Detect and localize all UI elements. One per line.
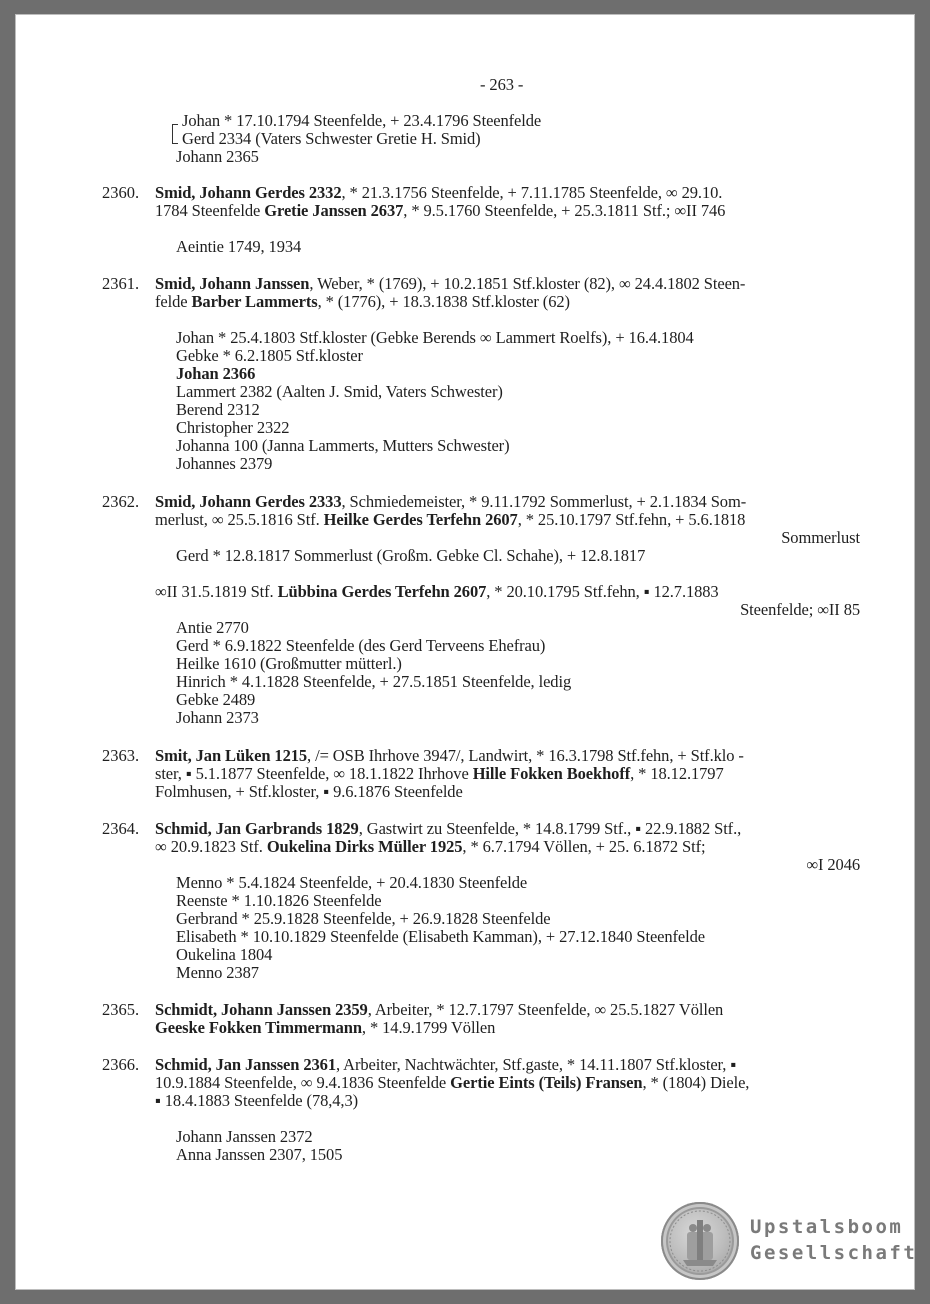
spouse-name: Geeske Fokken Timmermann (155, 1018, 362, 1037)
child-line: Gerbrand * 25.9.1828 Steenfelde, + 26.9.1828 Steenfelde (176, 909, 551, 928)
spouse-name: Barber Lammerts (191, 292, 318, 311)
child-line: Reenste * 1.10.1826 Steenfelde (176, 891, 382, 910)
entry-2366-line-3: ▪ 18.4.1883 Steenfelde (78,4,3) (155, 1091, 358, 1110)
entry-name: Schmidt, Johann Janssen 2359 (155, 1000, 368, 1019)
child-line: Hinrich * 4.1.1828 Steenfelde, + 27.5.1851 Steenfelde, ledig (176, 672, 572, 691)
entry-name: Schmid, Jan Janssen 2361 (155, 1055, 336, 1074)
spouse-name: Gertie Eints (Teils) Fransen (450, 1073, 643, 1092)
child-line: Menno * 5.4.1824 Steenfelde, + 20.4.1830 Steenfelde (176, 873, 528, 892)
document-page (15, 14, 918, 1290)
entry-2360-line-2: 1784 Steenfelde Gretie Janssen 2637, * 9.5.1760 Steenfelde, + 25.3.1811 Stf.; ∞II 746 (155, 201, 726, 220)
child-line: Johan 2366 (176, 364, 256, 383)
entry-number: 2361. (102, 274, 140, 293)
child-line: Heilke 1610 (Großmutter mütterl.) (176, 654, 402, 673)
entry-2365-line-1: Schmidt, Johann Janssen 2359, Arbeiter, * 12.7.1797 Steenfelde, ∞ 25.5.1827 Völlen (155, 1000, 724, 1019)
spouse-name: Gretie Janssen 2637 (264, 201, 404, 220)
child-line: Antie 2770 (176, 618, 249, 637)
second-marriage-line-2: Steenfelde; ∞II 85 (740, 600, 860, 619)
child-line: Johannes 2379 (176, 454, 273, 473)
intro-line-1: Johan * 17.10.1794 Steenfelde, + 23.4.1796 Steenfelde (182, 111, 542, 130)
page-number: - 263 - (480, 75, 524, 94)
entry-2361-line-1: Smid, Johann Janssen, Weber, * (1769), + 10.2.1851 Stf.kloster (82), ∞ 24.4.1802 Steen- (155, 274, 746, 293)
entry-2364-line-1: Schmid, Jan Garbrands 1829, Gastwirt zu Steenfelde, * 14.8.1799 Stf., ▪ 22.9.1882 Stf., (155, 819, 742, 838)
entry-number: 2366. (102, 1055, 140, 1074)
child-line: Lammert 2382 (Aalten J. Smid, Vaters Schwester) (176, 382, 503, 401)
child-line: Gebke * 6.2.1805 Stf.kloster (176, 346, 363, 365)
child-line: Johann Janssen 2372 (176, 1127, 313, 1146)
child-line: Christopher 2322 (176, 418, 290, 437)
child-line: Elisabeth * 10.10.1829 Steenfelde (Elisabeth Kamman), + 27.12.1840 Steenfelde (176, 927, 706, 946)
child-line: Gerd * 12.8.1817 Sommerlust (Großm. Gebke Cl. Schahe), + 12.8.1817 (176, 546, 646, 565)
spouse-name: Oukelina Dirks Müller 1925 (266, 837, 463, 856)
entry-2360-line-1: Smid, Johann Gerdes 2332, * 21.3.1756 Steenfelde, + 7.11.1785 Steenfelde, ∞ 29.10. (155, 183, 723, 202)
entry-number: 2363. (102, 746, 140, 765)
entry-2362-line-1: Smid, Johann Gerdes 2333, Schmiedemeister, * 9.11.1792 Sommerlust, + 2.1.1834 Som- (155, 492, 747, 511)
intro-line-3: Johann 2365 (176, 147, 259, 166)
child-line: Johanna 100 (Janna Lammerts, Mutters Schwester) (176, 436, 510, 455)
entry-2363-line-3: Folmhusen, + Stf.kloster, ▪ 9.6.1876 Steenfelde (155, 782, 463, 801)
child-line: Johan * 25.4.1803 Stf.kloster (Gebke Berends ∞ Lammert Roelfs), + 16.4.1804 (176, 328, 694, 347)
child-line: Johann 2373 (176, 708, 259, 727)
seal-logo-icon (661, 1202, 739, 1280)
child-line: Aeintie 1749, 1934 (176, 237, 302, 256)
entry-2363-line-1: Smit, Jan Lüken 1215, /= OSB Ihrhove 3947/, Landwirt, * 16.3.1798 Stf.fehn, + Stf.klo - (155, 746, 744, 765)
entry-name: Smit, Jan Lüken 1215 (155, 746, 308, 765)
logo-line-1: Upstalsboom (750, 1216, 904, 1238)
entry-2362-line-3: Sommerlust (781, 528, 860, 547)
child-line: Berend 2312 (176, 400, 260, 419)
second-marriage-line: ∞II 31.5.1819 Stf. Lübbina Gerdes Terfehn 2607, * 20.10.1795 Stf.fehn, ▪ 12.7.1883 (155, 582, 719, 601)
entry-name: Smid, Johann Gerdes 2333 (155, 492, 342, 511)
intro-line-2: Gerd 2334 (Vaters Schwester Gretie H. Smid) (182, 129, 481, 148)
spouse-name: Lübbina Gerdes Terfehn 2607 (277, 582, 487, 601)
spouse-name: Heilke Gerdes Terfehn 2607 (323, 510, 518, 529)
entry-2364-line-2: ∞ 20.9.1823 Stf. Oukelina Dirks Müller 1925, * 6.7.1794 Völlen, + 25. 6.1872 Stf; (155, 837, 706, 856)
entry-name: Schmid, Jan Garbrands 1829 (155, 819, 359, 838)
logo-line-2: Gesellschaft (750, 1242, 918, 1264)
child-line: Gerd * 6.9.1822 Steenfelde (des Gerd Terveens Ehefrau) (176, 636, 546, 655)
entry-2364-line-3: ∞I 2046 (806, 855, 860, 874)
entry-name: Smid, Johann Janssen (155, 274, 310, 293)
entry-2363-line-2: ster, ▪ 5.1.1877 Steenfelde, ∞ 18.1.1822 Ihrhove Hille Fokken Boekhoff, * 18.12.1797 (155, 764, 724, 783)
entry-2366-line-2: 10.9.1884 Steenfelde, ∞ 9.4.1836 Steenfelde Gertie Eints (Teils) Fransen, * (1804) Diele, (155, 1073, 750, 1092)
entry-number: 2365. (102, 1000, 140, 1019)
entry-2366-line-1: Schmid, Jan Janssen 2361, Arbeiter, Nachtwächter, Stf.gaste, * 14.11.1807 Stf.kloster, ▪ (155, 1055, 737, 1074)
entry-number: 2364. (102, 819, 140, 838)
entry-name: Smid, Johann Gerdes 2332 (155, 183, 342, 202)
sibling-bracket (172, 124, 178, 144)
child-line: Anna Janssen 2307, 1505 (176, 1145, 343, 1164)
child-line: Oukelina 1804 (176, 945, 273, 964)
entry-2362-line-2: merlust, ∞ 25.5.1816 Stf. Heilke Gerdes Terfehn 2607, * 25.10.1797 Stf.fehn, + 5.6.1818 (155, 510, 746, 529)
entry-2365-line-2: Geeske Fokken Timmermann, * 14.9.1799 Völlen (155, 1018, 496, 1037)
child-line: Gebke 2489 (176, 690, 256, 709)
spouse-name: Hille Fokken Boekhoff (472, 764, 631, 783)
child-line: Menno 2387 (176, 963, 259, 982)
entry-number: 2362. (102, 492, 140, 511)
entry-2361-line-2: felde Barber Lammerts, * (1776), + 18.3.1838 Stf.kloster (62) (155, 292, 570, 311)
entry-number: 2360. (102, 183, 140, 202)
